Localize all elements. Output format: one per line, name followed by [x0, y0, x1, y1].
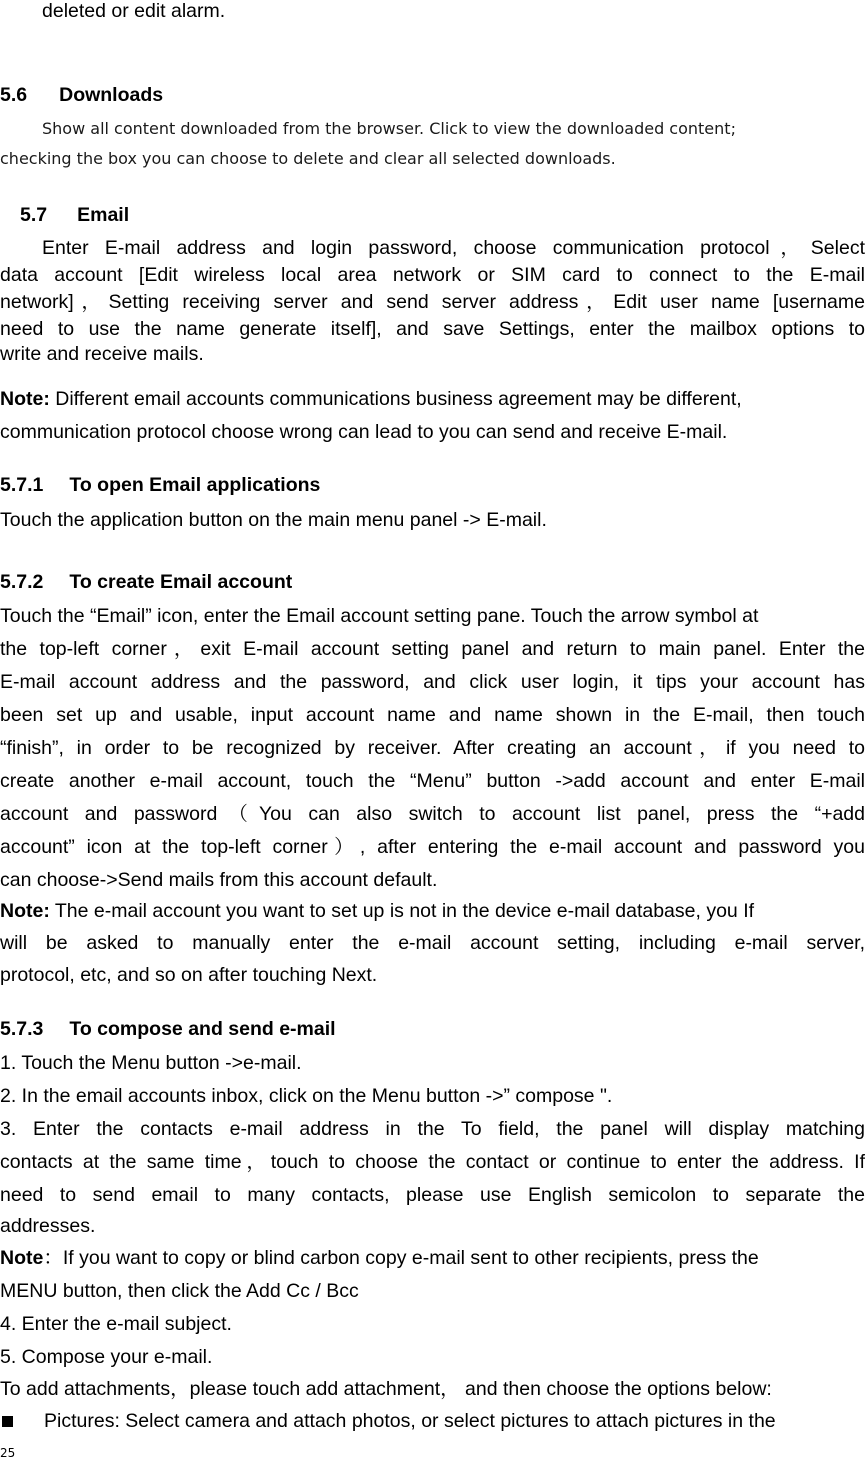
attachments-text: To add attachments，please touch add attachment， and then choose the options below: — [0, 1378, 772, 1400]
compose-step-5: 5. Compose your e-mail. — [0, 1346, 213, 1368]
create-account-line: the top-left corner，exit E-mail account setting panel and return to main panel. Enter the — [0, 638, 865, 660]
compose-step-3-line: need to send email to many contacts, please use English semicolon to separate the — [0, 1184, 865, 1206]
compose-step-3-line: 3. Enter the contacts e-mail address in the To field, the panel will display matching — [0, 1118, 865, 1140]
section-title: To create Email account — [69, 571, 293, 593]
email-para-line: Enter E-mail address and login password, choose communication protocol，Select — [42, 237, 865, 259]
create-account-note-line-2: will be asked to manually enter the e-mail account setting, including e-mail server, — [0, 932, 865, 954]
compose-note-line — [0, 1247, 865, 1269]
heading-email — [20, 204, 865, 226]
compose-step-1: 1. Touch the Menu button ->e-mail. — [0, 1052, 302, 1074]
heading-compose-send — [0, 1018, 865, 1040]
square-bullet-icon — [2, 1416, 13, 1427]
create-account-note-line — [0, 900, 865, 922]
note-text: The e-mail account you want to set up is not in the device e-mail database, you If — [49, 900, 755, 922]
compose-step-3-line: addresses. — [0, 1215, 96, 1237]
heading-open-email — [0, 474, 865, 496]
heading-downloads — [0, 84, 865, 106]
note-label: Note: — [0, 900, 50, 922]
page-number: 25 — [0, 1446, 16, 1460]
create-account-line: E-mail account address and the password, and click user login, it tips your account has — [0, 671, 865, 693]
create-account-line: can choose->Send mails from this account default. — [0, 869, 438, 891]
create-account-line: account” icon at the top-left corner）, after entering the e-mail account and password you — [0, 836, 865, 858]
create-account-line: create another e-mail account, touch the “Menu” button ->add account and enter E-mail — [0, 770, 865, 792]
email-para-line: data account [Edit wireless local area network or SIM card to connect to the E-mail — [0, 264, 865, 286]
compose-note-line-2: MENU button, then click the Add Cc / Bcc — [0, 1280, 359, 1302]
open-email-text: Touch the application button on the main menu panel -> E-mail. — [0, 509, 547, 531]
compose-step-3-line: contacts at the same time，touch to choose the contact or continue to enter the address. If — [0, 1151, 865, 1173]
email-para-line: write and receive mails. — [0, 343, 204, 365]
email-para-line: network]，Setting receiving server and send server address，Edit user name [username — [0, 291, 865, 313]
section-number: 5.7.1 — [0, 474, 44, 496]
note-text: If you want to copy or blind carbon copy e-mail sent to other recipients, press the — [62, 1247, 759, 1269]
note-text: Different email accounts communications business agreement may be different, — [49, 388, 742, 410]
compose-step-4: 4. Enter the e-mail subject. — [0, 1313, 232, 1335]
section-number: 5.7.3 — [0, 1018, 44, 1040]
email-note-line — [0, 388, 865, 410]
downloads-text-1: Show all content downloaded from the browser. Click to view the downloaded content; — [42, 119, 736, 138]
section-title: Downloads — [59, 84, 164, 106]
create-account-line: Touch the “Email” icon, enter the Email account setting pane. Touch the arrow symbol at — [0, 605, 759, 627]
note-label: Note: — [0, 388, 50, 410]
heading-create-account — [0, 571, 865, 593]
create-account-line: “finish”, in order to be recognized by receiver. After creating an account，if you need to — [0, 737, 865, 759]
create-account-line: account and password（You can also switch to account list panel, press the “+add — [0, 803, 865, 825]
bullet-pictures: Pictures: Select camera and attach photos, or select pictures to attach pictures in the — [44, 1410, 776, 1432]
create-account-note-line-3: protocol, etc, and so on after touching Next. — [0, 964, 378, 986]
section-title: To open Email applications — [69, 474, 321, 496]
email-note-line-2: communication protocol choose wrong can lead to you can send and receive E-mail. — [0, 421, 728, 443]
section-number: 5.7 — [20, 204, 48, 226]
note-separator: ： — [43, 1247, 63, 1269]
downloads-text-2: checking the box you can choose to delete and clear all selected downloads. — [0, 149, 616, 168]
email-para-line: need to use the name generate itself], and save Settings, enter the mailbox options to — [0, 318, 865, 340]
create-account-line: been set up and usable, input account name and name shown in the E-mail, then touch — [0, 704, 865, 726]
intro-text: deleted or edit alarm. — [42, 0, 226, 22]
section-title: Email — [77, 204, 130, 226]
note-label: Note — [0, 1247, 44, 1269]
section-title: To compose and send e-mail — [69, 1018, 336, 1040]
section-number: 5.6 — [0, 84, 28, 106]
section-number: 5.7.2 — [0, 571, 44, 593]
compose-step-2: 2. In the email accounts inbox, click on the Menu button ->” compose ". — [0, 1085, 613, 1107]
